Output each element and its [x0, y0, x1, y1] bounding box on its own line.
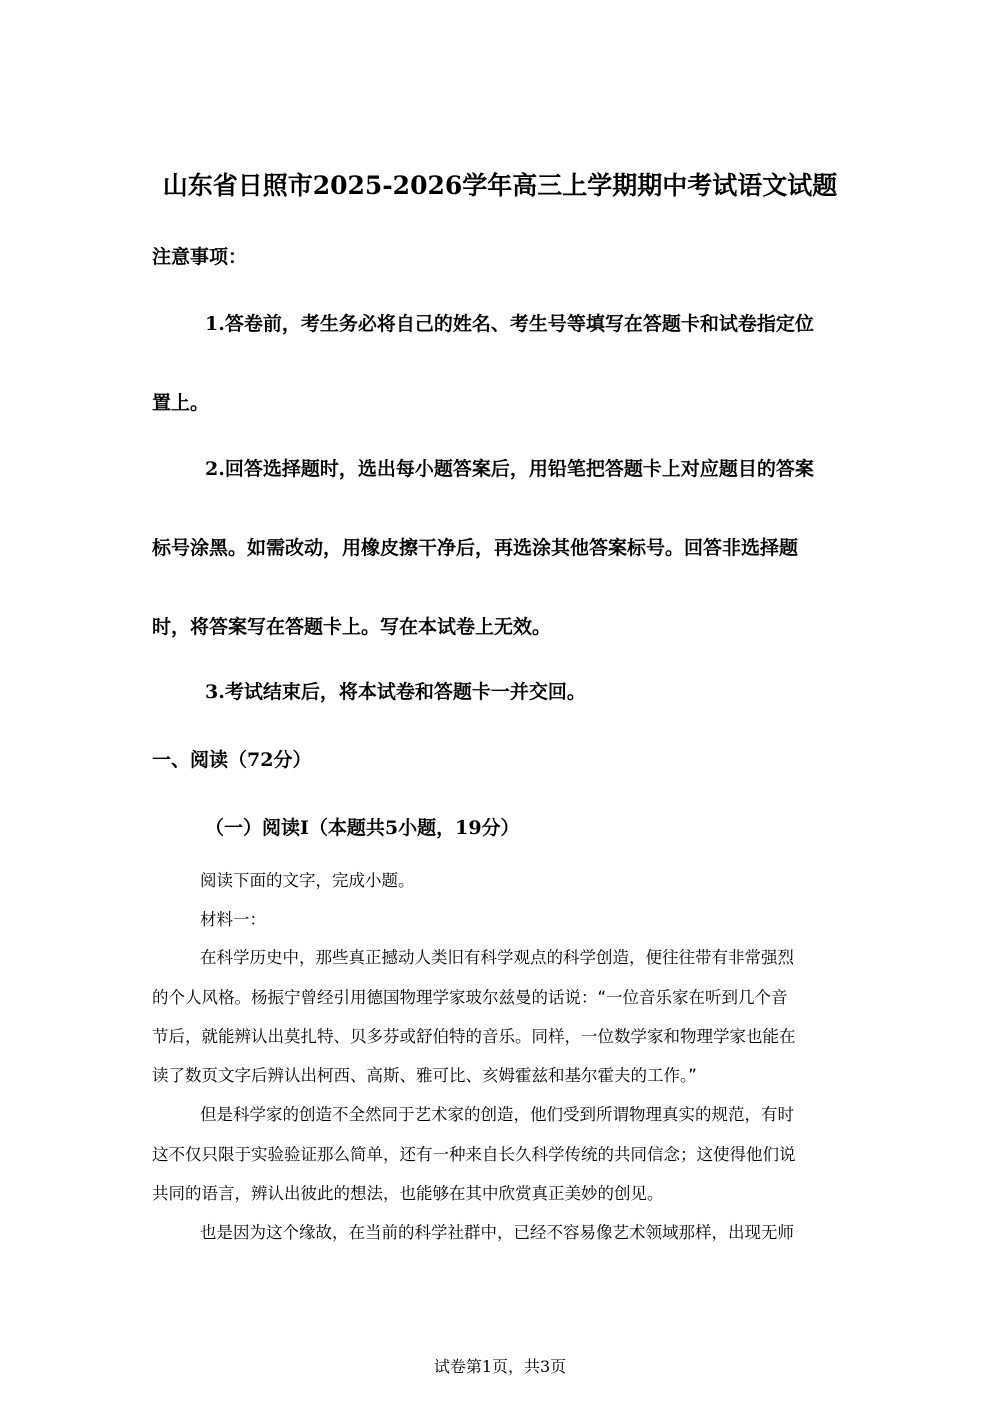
notice-line-3: 2.回答选择题时，选出每小题答案后，用铅笔把答题卡上对应题目的答案 — [205, 458, 814, 480]
notice-line-1: 1.答卷前，考生务必将自己的姓名、考生号等填写在答题卡和试卷指定位 — [205, 313, 814, 335]
notice-line-2: 置上。 — [152, 392, 210, 414]
body-line-4: 读了数页文字后辨认出柯西、高斯、雅可比、亥姆霍兹和基尔霍夫的工作。” — [152, 1066, 697, 1085]
body-line-8: 也是因为这个缘故，在当前的科学社群中，已经不容易像艺术领域那样，出现无师 — [200, 1223, 794, 1242]
notice-line-5: 时，将答案写在答题卡上。写在本试卷上无效。 — [152, 616, 552, 638]
notice-heading: 注意事项： — [152, 246, 248, 268]
body-line-1: 在科学历史中，那些真正撼动人类旧有科学观点的科学创造，便往往带有非常强烈 — [200, 948, 794, 967]
body-line-6: 这不仅只限于实验验证那么简单，还有一种来自长久科学传统的共同信念；这使得他们说 — [152, 1145, 796, 1164]
subsection-heading: （一）阅读Ⅰ（本题共5小题，19分） — [205, 817, 520, 839]
notice-line-6: 3.考试结束后，将本试卷和答题卡一并交回。 — [205, 681, 586, 703]
exam-title: 山东省日照市2025-2026学年高三上学期期中考试语文试题 — [162, 171, 838, 200]
material-label: 材料一： — [200, 910, 266, 929]
body-line-7: 共同的语言，辨认出彼此的想法，也能够在其中欣赏真正美妙的创见。 — [152, 1184, 664, 1203]
instruction-text: 阅读下面的文字，完成小题。 — [200, 871, 415, 890]
body-line-3: 节后，就能辨认出莫扎特、贝多芬或舒伯特的音乐。同样，一位数学家和物理学家也能在 — [152, 1027, 796, 1046]
page-footer: 试卷第1页，共3页 — [433, 1357, 567, 1376]
body-line-5: 但是科学家的创造不全然同于艺术家的创造，他们受到所谓物理真实的规范，有时 — [200, 1105, 794, 1124]
body-line-2: 的个人风格。杨振宁曾经引用德国物理学家玻尔兹曼的话说：“一位音乐家在听到几个音 — [152, 988, 788, 1007]
notice-line-4: 标号涂黑。如需改动，用橡皮擦干净后，再选涂其他答案标号。回答非选择题 — [152, 537, 799, 559]
section-heading: 一、阅读（72分） — [152, 749, 312, 771]
